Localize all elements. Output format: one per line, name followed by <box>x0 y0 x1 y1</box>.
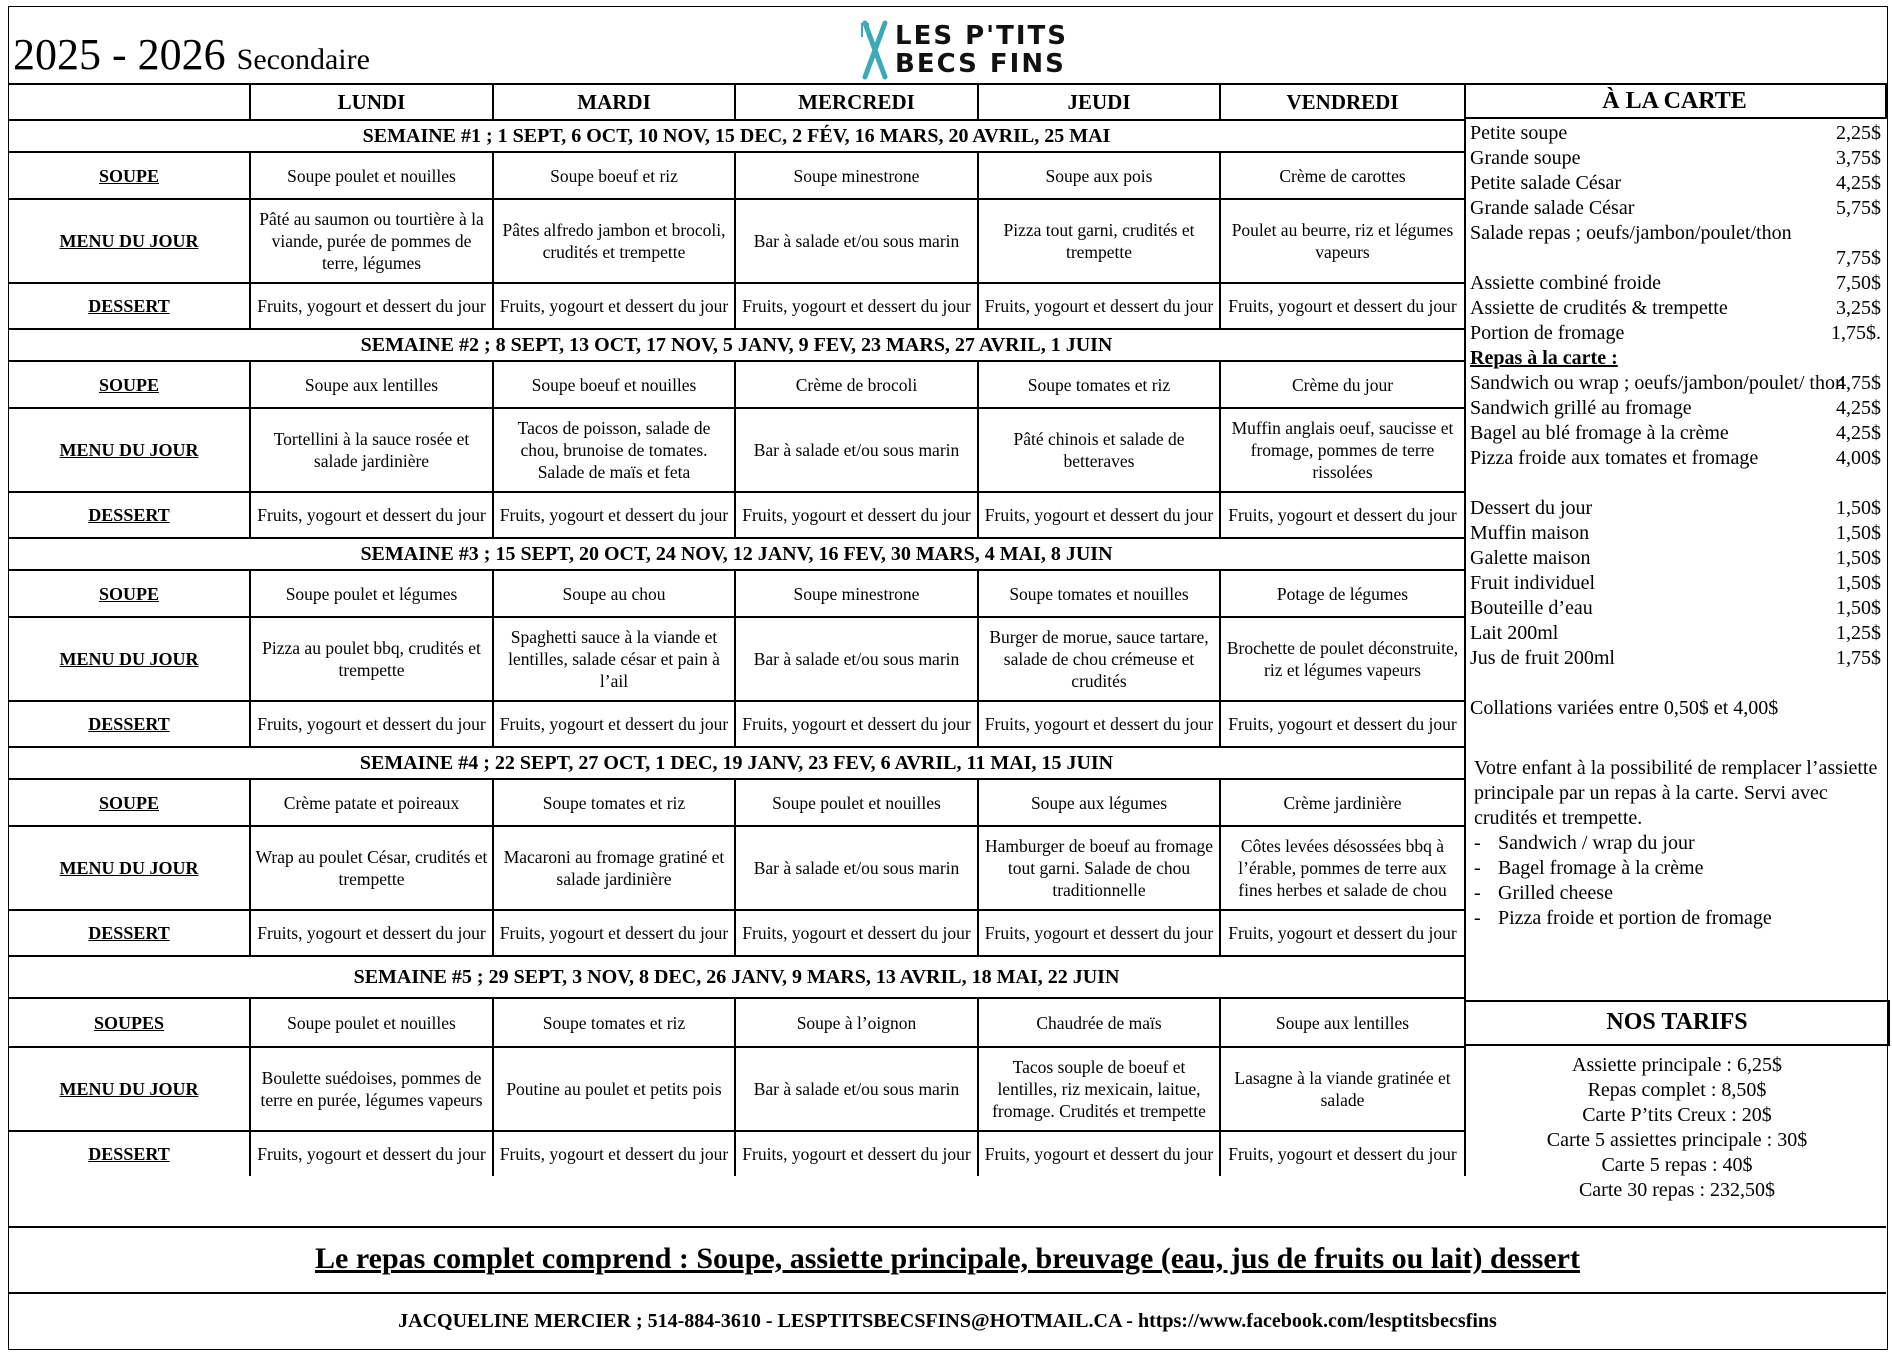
item-name: Grande salade César <box>1470 197 1635 219</box>
replacement-note <box>1470 756 1881 931</box>
item-name: Muffin maison <box>1470 522 1590 544</box>
tarif-line: Carte 5 assiettes principale : 30$ <box>1546 1129 1808 1151</box>
main-cell: Bar à salade et/ou sous marin <box>735 199 978 283</box>
dessert-cell: Fruits, yogourt et dessert du jour <box>978 283 1220 329</box>
main-cell: Bar à salade et/ou sous marin <box>735 408 978 492</box>
main-cell: Spaghetti sauce à la viande et lentilles, salade césar et pain à l’ail <box>493 617 735 701</box>
item-name: Grande soupe <box>1470 147 1581 169</box>
item-price: 4,00$ <box>1836 447 1881 469</box>
soup-cell: Soupe tomates et riz <box>978 361 1220 408</box>
main-cell: Macaroni au fromage gratiné et salade jardinière <box>493 826 735 910</box>
week-4-title: SEMAINE #4 ; 22 SEPT, 27 OCT, 1 DEC, 19 JANV, 23 FEV, 6 AVRIL, 11 MAI, 15 JUIN <box>9 747 1465 779</box>
tarif-line: Carte P’tits Creux : 20$ <box>1582 1104 1772 1126</box>
dessert-label: DESSERT <box>9 701 250 747</box>
dessert-row <box>9 492 1465 538</box>
tarif-line: Repas complet : 8,50$ <box>1587 1079 1767 1101</box>
complete-meal-note: Le repas complet comprend : Soupe, assiette principale, breuvage (eau, jus de fruits ou lait) dessert <box>9 1226 1886 1294</box>
soup-cell: Crème du jour <box>1220 361 1465 408</box>
year-text: 2025 - 2026 <box>13 30 226 79</box>
corner-cell <box>9 84 250 120</box>
collations-text: Collations variées entre 0,50$ et 4,00$ <box>1470 697 1779 719</box>
item-name: Petite soupe <box>1470 122 1568 144</box>
dessert-cell: Fruits, yogourt et dessert du jour <box>735 283 978 329</box>
soup-cell: Crème patate et poireaux <box>250 779 493 826</box>
carte-item <box>1470 546 1881 571</box>
dessert-cell: Fruits, yogourt et dessert du jour <box>250 910 493 956</box>
item-name: Jus de fruit 200ml <box>1470 647 1615 669</box>
carte-item <box>1470 271 1881 296</box>
soup-row <box>9 779 1465 826</box>
soup-label: SOUPE <box>9 779 250 826</box>
main-row <box>9 617 1465 701</box>
week-2-title: SEMAINE #2 ; 8 SEPT, 13 OCT, 17 NOV, 5 JANV, 9 FEV, 23 MARS, 27 AVRIL, 1 JUIN <box>9 329 1465 361</box>
dessert-cell: Fruits, yogourt et dessert du jour <box>735 1131 978 1176</box>
dessert-row <box>9 701 1465 747</box>
soup-cell: Soupe poulet et légumes <box>250 570 493 617</box>
item-price: 3,25$ <box>1836 297 1881 319</box>
item-price: 4,25$ <box>1836 397 1881 419</box>
dessert-cell: Fruits, yogourt et dessert du jour <box>1220 910 1465 956</box>
tarifs-title: NOS TARIFS <box>1464 1000 1890 1046</box>
item-price: 1,50$ <box>1836 572 1881 594</box>
soup-cell: Soupe aux lentilles <box>250 361 493 408</box>
a-la-carte-list <box>1464 119 1887 931</box>
carte-item <box>1470 171 1881 196</box>
option-item: - Sandwich / wrap du jour <box>1474 831 1881 856</box>
main-row <box>9 1047 1465 1131</box>
soup-cell: Potage de légumes <box>1220 570 1465 617</box>
option-item: - Pizza froide et portion de fromage <box>1474 906 1881 931</box>
tarif-line: Carte 5 repas : 40$ <box>1601 1154 1753 1176</box>
item-name: Assiette combiné froide <box>1470 272 1662 294</box>
main-cell: Wrap au poulet César, crudités et trempette <box>250 826 493 910</box>
week-title-row <box>9 329 1465 361</box>
dessert-cell: Fruits, yogourt et dessert du jour <box>493 283 735 329</box>
carte-item <box>1470 321 1881 346</box>
soup-cell: Soupe tomates et riz <box>493 779 735 826</box>
dessert-cell: Fruits, yogourt et dessert du jour <box>735 910 978 956</box>
day-wednesday: MERCREDI <box>735 84 978 120</box>
item-price: 7,75$ <box>1836 247 1881 269</box>
carte-item <box>1470 196 1881 221</box>
repas-a-la-carte-title: Repas à la carte : <box>1470 347 1618 369</box>
day-tuesday: MARDI <box>493 84 735 120</box>
item-price: 7,50$ <box>1836 272 1881 294</box>
item-price: 4,25$ <box>1836 172 1881 194</box>
main-cell: Bar à salade et/ou sous marin <box>735 1047 978 1131</box>
dessert-cell: Fruits, yogourt et dessert du jour <box>250 701 493 747</box>
dessert-row <box>9 283 1465 329</box>
menu-label: MENU DU JOUR <box>9 617 250 701</box>
dessert-cell: Fruits, yogourt et dessert du jour <box>735 701 978 747</box>
dessert-label: DESSERT <box>9 283 250 329</box>
soup-cell: Soupe minestrone <box>735 152 978 199</box>
main-cell: Tortellini à la sauce rosée et salade jardinière <box>250 408 493 492</box>
carte-item <box>1470 521 1881 546</box>
main-cell: Pizza au poulet bbq, crudités et trempette <box>250 617 493 701</box>
dessert-cell: Fruits, yogourt et dessert du jour <box>250 492 493 538</box>
item-price: 4,25$ <box>1836 422 1881 444</box>
option-item: - Bagel fromage à la crème <box>1474 856 1881 881</box>
day-thursday: JEUDI <box>978 84 1220 120</box>
school-year-title <box>13 30 370 79</box>
tarif-line: Carte 30 repas : 232,50$ <box>1578 1179 1776 1201</box>
item-name: Bagel au blé fromage à la crème <box>1470 422 1729 444</box>
dessert-cell: Fruits, yogourt et dessert du jour <box>493 1131 735 1176</box>
dessert-cell: Fruits, yogourt et dessert du jour <box>250 283 493 329</box>
days-header-row <box>9 84 1465 120</box>
a-la-carte-panel <box>1464 83 1887 931</box>
soup-cell: Crème de brocoli <box>735 361 978 408</box>
soup-label: SOUPE <box>9 361 250 408</box>
item-price: 1,25$ <box>1836 622 1881 644</box>
main-cell: Côtes levées désossées bbq à l’érable, pommes de terre aux fines herbes et salade de chou <box>1220 826 1465 910</box>
item-name: Bouteille d’eau <box>1470 597 1593 619</box>
dessert-cell: Fruits, yogourt et dessert du jour <box>493 492 735 538</box>
main-cell: Boulette suédoises, pommes de terre en purée, légumes vapeurs <box>250 1047 493 1131</box>
carte-item <box>1470 446 1881 471</box>
option-item: - Grilled cheese <box>1474 881 1881 906</box>
main-cell: Pizza tout garni, crudités et trempette <box>978 199 1220 283</box>
week-5-title: SEMAINE #5 ; 29 SEPT, 3 NOV, 8 DEC, 26 JANV, 9 MARS, 13 AVRIL, 18 MAI, 22 JUIN <box>9 956 1465 998</box>
item-price: 2,25$ <box>1836 122 1881 144</box>
tarif-line: Assiette principale : 6,25$ <box>1572 1054 1782 1076</box>
main-cell: Brochette de poulet déconstruite, riz et légumes vapeurs <box>1220 617 1465 701</box>
dessert-cell: Fruits, yogourt et dessert du jour <box>493 701 735 747</box>
main-cell: Hamburger de boeuf au fromage tout garni. Salade de chou traditionnelle <box>978 826 1220 910</box>
dessert-row <box>9 1131 1465 1176</box>
carte-item <box>1470 296 1881 321</box>
soup-label: SOUPE <box>9 570 250 617</box>
item-name: Sandwich ou wrap ; oeufs/jambon/poulet/ thon <box>1470 372 1845 394</box>
soup-row <box>9 361 1465 408</box>
main-cell: Bar à salade et/ou sous marin <box>735 617 978 701</box>
soup-row <box>9 152 1465 199</box>
soup-cell: Soupe minestrone <box>735 570 978 617</box>
carte-item <box>1470 646 1881 671</box>
brand-logo <box>859 15 1068 81</box>
day-friday: VENDREDI <box>1220 84 1465 120</box>
main-cell: Muffin anglais oeuf, saucisse et fromage, pommes de terre rissolées <box>1220 408 1465 492</box>
main-row <box>9 826 1465 910</box>
soup-cell: Crème de carottes <box>1220 152 1465 199</box>
main-cell: Burger de morue, sauce tartare, salade de chou crémeuse et crudités <box>978 617 1220 701</box>
dessert-row <box>9 910 1465 956</box>
dessert-cell: Fruits, yogourt et dessert du jour <box>250 1131 493 1176</box>
item-price: 1,50$ <box>1836 597 1881 619</box>
item-price: 1,50$ <box>1836 497 1881 519</box>
carte-item <box>1470 146 1881 171</box>
carte-item <box>1470 596 1881 621</box>
tarifs-list <box>1466 1053 1888 1203</box>
item-name: Galette maison <box>1470 547 1591 569</box>
main-cell: Pâté au saumon ou tourtière à la viande, purée de pommes de terre, légumes <box>250 199 493 283</box>
soup-cell: Soupe poulet et nouilles <box>250 152 493 199</box>
soup-row <box>9 998 1465 1047</box>
week-title-row <box>9 538 1465 570</box>
dessert-cell: Fruits, yogourt et dessert du jour <box>735 492 978 538</box>
menu-label: MENU DU JOUR <box>9 1047 250 1131</box>
weekly-menu-table <box>9 83 1466 1176</box>
item-name: Pizza froide aux tomates et fromage <box>1470 447 1759 469</box>
soup-row <box>9 570 1465 617</box>
soup-cell: Soupe aux pois <box>978 152 1220 199</box>
spacer <box>1470 471 1881 496</box>
item-name: Lait 200ml <box>1470 622 1559 644</box>
contact-info: JACQUELINE MERCIER ; 514-884-3610 - LESPTITSBECSFINS@HOTMAIL.CA - https://www.facebook.com/lesptitsbecsfins <box>398 1310 1497 1332</box>
logo-line2: BECS FINS <box>895 49 1066 79</box>
level-text: Secondaire <box>236 43 370 76</box>
dessert-cell: Fruits, yogourt et dessert du jour <box>1220 1131 1465 1176</box>
item-price: 1,50$ <box>1836 547 1881 569</box>
soup-cell: Chaudrée de maïs <box>978 998 1220 1047</box>
carte-item <box>1470 121 1881 146</box>
soup-cell: Soupe au chou <box>493 570 735 617</box>
note-text: Votre enfant à la possibilité de remplacer l’assiette principale par un repas à la carte. Servi avec crudités et trempette. <box>1474 757 1878 829</box>
carte-item <box>1470 621 1881 646</box>
item-price: 5,75$ <box>1836 197 1881 219</box>
main-row <box>9 199 1465 283</box>
week-3-title: SEMAINE #3 ; 15 SEPT, 20 OCT, 24 NOV, 12 JANV, 16 FEV, 30 MARS, 4 MAI, 8 JUIN <box>9 538 1465 570</box>
item-name: Salade repas ; oeufs/jambon/poulet/thon <box>1470 222 1792 244</box>
menu-label: MENU DU JOUR <box>9 408 250 492</box>
dessert-cell: Fruits, yogourt et dessert du jour <box>978 910 1220 956</box>
main-cell: Poulet au beurre, riz et légumes vapeurs <box>1220 199 1465 283</box>
carte-item <box>1470 371 1881 396</box>
fork-knife-icon <box>859 19 893 81</box>
soup-label: SOUPES <box>9 998 250 1047</box>
main-cell: Pâtes alfredo jambon et brocoli, crudités et trempette <box>493 199 735 283</box>
main-cell: Poutine au poulet et petits pois <box>493 1047 735 1131</box>
soup-cell: Soupe tomates et riz <box>493 998 735 1047</box>
dessert-cell: Fruits, yogourt et dessert du jour <box>493 910 735 956</box>
item-price: 4,75$ <box>1836 372 1881 394</box>
soup-cell: Soupe poulet et nouilles <box>250 998 493 1047</box>
item-price: 3,75$ <box>1836 147 1881 169</box>
main-cell: Lasagne à la viande gratinée et salade <box>1220 1047 1465 1131</box>
logo-line1: LES P'TITS <box>895 21 1068 51</box>
soup-cell: Soupe à l’oignon <box>735 998 978 1047</box>
dessert-cell: Fruits, yogourt et dessert du jour <box>978 1131 1220 1176</box>
item-name: Sandwich grillé au fromage <box>1470 397 1692 419</box>
item-name: Fruit individuel <box>1470 572 1595 594</box>
menu-page <box>8 6 1888 1350</box>
main-cell: Tacos de poisson, salade de chou, brunoise de tomates. Salade de maïs et feta <box>493 408 735 492</box>
carte-item <box>1470 571 1881 596</box>
main-cell: Pâté chinois et salade de betteraves <box>978 408 1220 492</box>
dessert-cell: Fruits, yogourt et dessert du jour <box>978 701 1220 747</box>
item-name: Dessert du jour <box>1470 497 1593 519</box>
week-title-row <box>9 956 1465 998</box>
dessert-cell: Fruits, yogourt et dessert du jour <box>1220 492 1465 538</box>
main-row <box>9 408 1465 492</box>
item-price: 1,75$ <box>1836 647 1881 669</box>
soup-cell: Crème jardinière <box>1220 779 1465 826</box>
carte-item <box>1470 396 1881 421</box>
soup-cell: Soupe boeuf et nouilles <box>493 361 735 408</box>
dessert-label: DESSERT <box>9 1131 250 1176</box>
spacer <box>1470 671 1881 696</box>
item-name: Petite salade César <box>1470 172 1622 194</box>
menu-label: MENU DU JOUR <box>9 199 250 283</box>
menu-label: MENU DU JOUR <box>9 826 250 910</box>
options-list <box>1474 831 1881 931</box>
week-1-title: SEMAINE #1 ; 1 SEPT, 6 OCT, 10 NOV, 15 DEC, 2 FÉV, 16 MARS, 20 AVRIL, 25 MAI <box>9 120 1465 152</box>
soup-label: SOUPE <box>9 152 250 199</box>
carte-item <box>1470 496 1881 521</box>
week-title-row <box>9 120 1465 152</box>
soup-cell: Soupe aux lentilles <box>1220 998 1465 1047</box>
dessert-cell: Fruits, yogourt et dessert du jour <box>1220 701 1465 747</box>
dessert-label: DESSERT <box>9 910 250 956</box>
main-cell: Bar à salade et/ou sous marin <box>735 826 978 910</box>
soup-cell: Soupe boeuf et riz <box>493 152 735 199</box>
item-price: 1,50$ <box>1836 522 1881 544</box>
soup-cell: Soupe tomates et nouilles <box>978 570 1220 617</box>
carte-item <box>1470 221 1881 271</box>
soup-cell: Soupe aux légumes <box>978 779 1220 826</box>
main-cell: Tacos souple de boeuf et lentilles, riz mexicain, laitue, fromage. Crudités et trempette <box>978 1047 1220 1131</box>
a-la-carte-title: À LA CARTE <box>1464 83 1887 119</box>
soup-cell: Soupe poulet et nouilles <box>735 779 978 826</box>
item-name: Assiette de crudités & trempette <box>1470 297 1728 319</box>
week-title-row <box>9 747 1465 779</box>
spacer <box>1470 721 1881 756</box>
item-name: Portion de fromage <box>1470 322 1625 344</box>
item-price: 1,75$. <box>1831 322 1881 344</box>
dessert-cell: Fruits, yogourt et dessert du jour <box>1220 283 1465 329</box>
dessert-cell: Fruits, yogourt et dessert du jour <box>978 492 1220 538</box>
day-monday: LUNDI <box>250 84 493 120</box>
dessert-label: DESSERT <box>9 492 250 538</box>
carte-item <box>1470 421 1881 446</box>
